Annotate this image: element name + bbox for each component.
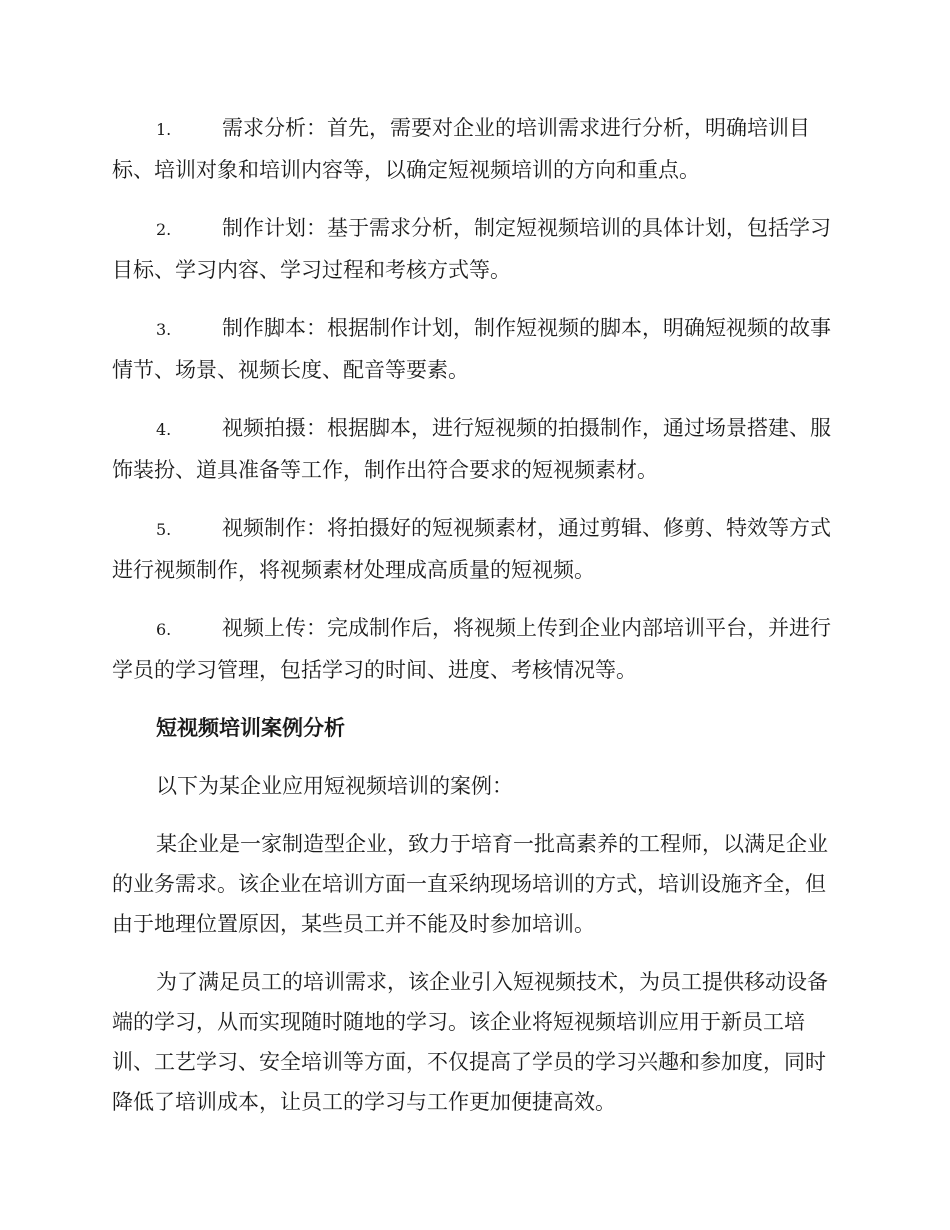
step-number: 1. bbox=[156, 120, 172, 139]
step-item-6 bbox=[112, 608, 834, 690]
step-item-5 bbox=[112, 508, 834, 590]
document-page bbox=[112, 108, 834, 1140]
step-number: 2. bbox=[156, 220, 172, 239]
step-item-4 bbox=[112, 408, 834, 490]
step-item-3 bbox=[112, 308, 834, 390]
step-item-2 bbox=[112, 208, 834, 290]
step-number: 3. bbox=[156, 320, 172, 339]
case-paragraph-1: 某企业是一家制造型企业，致力于培育一批高素养的工程师，以满足企业的业务需求。该企业在培训方面一直采纳现场培训的方式，培训设施齐全，但由于地理位置原因，某些员工并不能及时参加培训。 bbox=[112, 832, 828, 936]
step-number: 6. bbox=[156, 620, 172, 639]
step-text: 制作脚本：根据制作计划，制作短视频的脚本，明确短视频的故事情节、场景、视频长度、配音等要素。 bbox=[112, 316, 831, 382]
section-heading: 短视频培训案例分析 bbox=[156, 715, 345, 740]
intro-paragraph: 以下为某企业应用短视频培训的案例： bbox=[156, 774, 513, 798]
step-text: 需求分析：首先，需要对企业的培训需求进行分析，明确培训目标、培训对象和培训内容等，以确定短视频培训的方向和重点。 bbox=[112, 116, 810, 182]
step-item-1 bbox=[112, 108, 834, 190]
step-text: 视频拍摄：根据脚本，进行短视频的拍摄制作，通过场景搭建、服饰装扮、道具准备等工作，制作出符合要求的短视频素材。 bbox=[112, 416, 831, 482]
case-paragraph-2: 为了满足员工的培训需求，该企业引入短视频技术，为员工提供移动设备端的学习，从而实现随时随地的学习。该企业将短视频培训应用于新员工培训、工艺学习、安全培训等方面，不仅提高了学员的学习兴趣和参加度，同时降低了培训成本，让员工的学习与工作更加便捷高效。 bbox=[112, 970, 828, 1114]
step-text: 视频上传：完成制作后，将视频上传到企业内部培训平台，并进行学员的学习管理，包括学习的时间、进度、考核情况等。 bbox=[112, 616, 831, 682]
step-number: 4. bbox=[156, 420, 172, 439]
step-text: 制作计划：基于需求分析，制定短视频培训的具体计划，包括学习目标、学习内容、学习过程和考核方式等。 bbox=[112, 216, 831, 282]
step-text: 视频制作：将拍摄好的短视频素材，通过剪辑、修剪、特效等方式进行视频制作，将视频素材处理成高质量的短视频。 bbox=[112, 516, 831, 582]
step-number: 5. bbox=[156, 520, 172, 539]
